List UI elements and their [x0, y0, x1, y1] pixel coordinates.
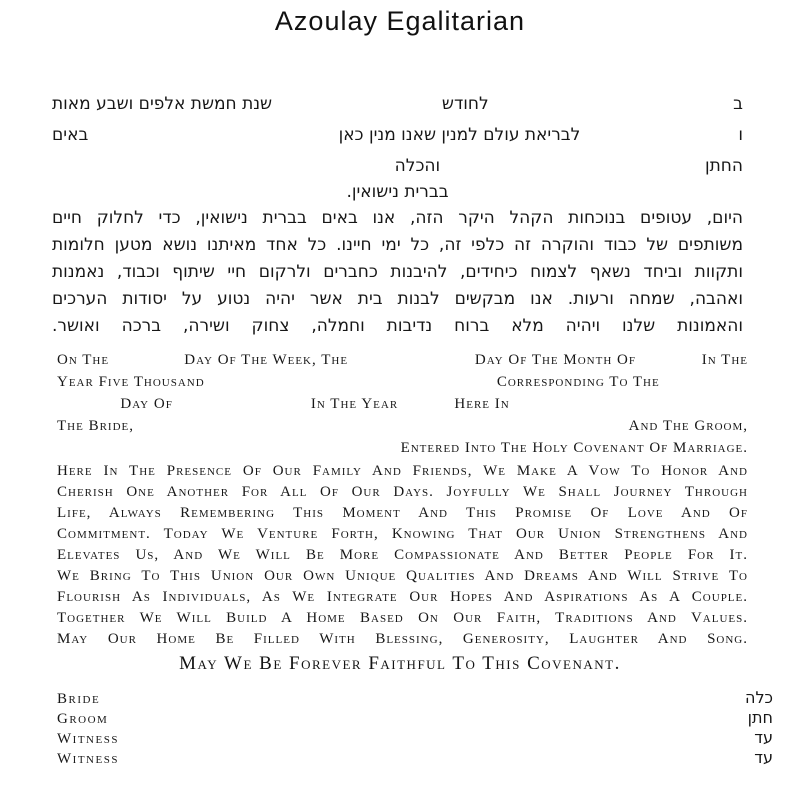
english-on-the: On The	[57, 352, 110, 368]
hebrew-date-line-1	[52, 94, 743, 125]
blank-hebrew-groom-name	[440, 170, 705, 171]
hebrew-day-prefix: ב	[733, 94, 743, 114]
blank-hebrew-year	[580, 139, 738, 140]
hebrew-covenant-phrase: בברית נישואין.	[346, 182, 449, 202]
english-vow-line: Cherish One Another For All Of Our Days. Joyfully We Shall Journey Through	[57, 484, 748, 500]
witness-signature-label-hebrew: עד	[754, 728, 773, 747]
english-bride-label: The Bride,	[57, 418, 134, 434]
blank-civil-month	[173, 407, 311, 408]
closing-covenant-line: May We Be Forever Faithful To This Covenant.	[179, 653, 621, 674]
signature-row-witness-2	[57, 748, 773, 768]
signature-row-witness-1	[57, 728, 773, 748]
english-date-line-3	[57, 396, 748, 418]
hebrew-vow-line: ותקוות וביחד נשאף לצמוח כיחידים, להיבנות כחברים ולרקום חיי שיתוף וכבוד, נאמנות	[52, 262, 743, 282]
witness-signature-label-hebrew: עד	[754, 748, 773, 767]
english-vow-line: Commitment. Today We Venture Forth, Knowing That Our Union Strengthens And	[57, 526, 748, 542]
english-date-line-1	[57, 352, 748, 374]
blank-hebrew-year-number	[205, 385, 497, 386]
hebrew-vow-line: והאמונות שלנו ויהיה מלא ברוח נדיבות וחמלה, צחוק ושירה, ברכה ואושר.	[52, 316, 743, 336]
blank-trailing	[660, 385, 748, 386]
english-year-five-thousand: Year Five Thousand	[57, 374, 205, 390]
english-in-the-year: In The Year	[310, 396, 399, 412]
blank-hebrew-bride-name	[52, 170, 395, 171]
signature-section	[57, 688, 773, 768]
blank-hebrew-month	[272, 108, 442, 109]
signature-row-bride	[57, 688, 773, 708]
hebrew-groom-label: החתן	[704, 156, 743, 176]
english-vow-line: Flourish As Individuals, As We Integrate Our Hopes And Aspirations As A Couple.	[57, 589, 748, 605]
witness-signature-label: Witness	[57, 731, 119, 747]
hebrew-parties-line	[52, 156, 743, 182]
blank-day-of-month	[348, 363, 475, 364]
hebrew-date-line-2	[52, 125, 743, 156]
bride-signature-label: Bride	[57, 691, 101, 707]
bride-signature-label-hebrew: כלה	[744, 688, 773, 707]
english-vow-line: May Our Home Be Filled With Blessing, Generosity, Laughter And Song.	[57, 631, 748, 647]
hebrew-year-phrase: שנת חמשת אלפים ושבע מאות	[52, 94, 273, 114]
blank-civil-year	[398, 407, 454, 408]
blank-hebrew-place	[88, 139, 338, 140]
blank-hebrew-day	[489, 108, 734, 109]
english-vow-line: Together We Will Build A Home Based On Our Faith, Traditions And Values.	[57, 610, 748, 626]
hebrew-section	[52, 94, 743, 340]
english-groom-label: And The Groom,	[628, 418, 748, 434]
english-entered-line: Entered Into The Holy Covenant Of Marriage.	[400, 440, 748, 456]
blank-day-of-week	[109, 363, 184, 364]
hebrew-year-prefix: ו	[738, 125, 743, 145]
english-date-line-2	[57, 374, 748, 396]
english-vow-line: Here In The Presence Of Our Family And Friends, We Make A Vow To Honor And	[57, 463, 748, 479]
groom-signature-label: Groom	[57, 711, 109, 727]
blank-place-name	[510, 407, 748, 408]
english-in-the: In The	[701, 352, 748, 368]
hebrew-vow-line: משותפים של כבוד והוקרה זה כלפי זה, כל ימי חיינו. כל אחד מאיתנו נושא מטען חלומות	[52, 235, 743, 255]
english-vow-line: We Bring To This Union Our Own Unique Qualities And Dreams And Will Strive To	[57, 568, 748, 584]
hebrew-bride-label: והכלה	[394, 156, 441, 176]
blank-month-name	[636, 363, 702, 364]
english-vow-line: Elevates Us, And We Will Be More Compassionate And Better People For It.	[57, 547, 748, 563]
english-day-of-month-label: Day Of The Month Of	[474, 352, 636, 368]
signature-row-groom	[57, 708, 773, 728]
english-here-in: Here In	[454, 396, 510, 412]
english-parties-line	[57, 418, 748, 440]
blank-civil-day	[57, 407, 120, 408]
witness-signature-label: Witness	[57, 751, 119, 767]
english-corresponding-label: Corresponding To The	[496, 374, 660, 390]
blank-bride-and-groom-names	[134, 429, 629, 430]
hebrew-creation-phrase: לבריאת עולם למנין שאנו מנין כאן	[338, 125, 581, 145]
hebrew-vow-line: היום, עטופים בנוכחות הקהל היקר הזה, אנו באים בברית נישואין, כדי לחלוק חיים	[52, 208, 743, 228]
english-day-of: Day Of	[120, 396, 173, 412]
hebrew-came-word: באים	[52, 125, 89, 145]
english-vow-line: Life, Always Remembering This Moment And This Promise Of Love And Of	[57, 505, 748, 521]
english-day-of-week-label: Day Of The Week, The	[184, 352, 349, 368]
groom-signature-label-hebrew: חתן	[747, 708, 773, 727]
english-section	[57, 352, 748, 650]
document-title: Azoulay Egalitarian	[274, 6, 526, 36]
hebrew-month-label: לחודש	[441, 94, 489, 114]
hebrew-vow-line: ואהבה, שמחה ורעות. אנו מבקשים לבנות בית אשר יהיה נטוע על יסודות הערכים	[52, 289, 743, 309]
